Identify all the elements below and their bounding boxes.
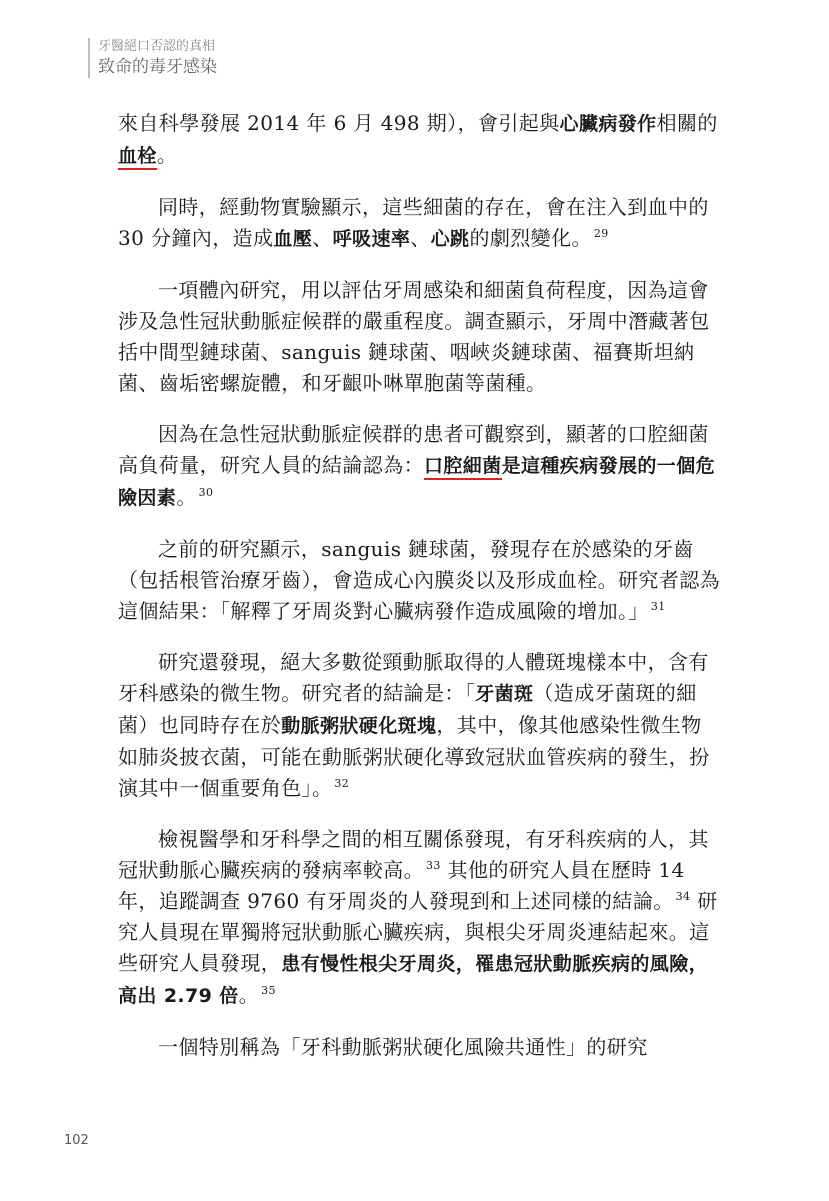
footnote-ref: 32 — [334, 777, 350, 791]
running-header — [88, 38, 217, 78]
paragraph-8: 一個特別稱為「牙科動脈粥狀硬化風險共通性」的研究 — [158, 1035, 648, 1059]
paragraph-1: 來自科學發展 2014 年 6 月 498 期），會引起與心臟病發作相關的血栓。 — [118, 108, 720, 172]
footnote-ref: 29 — [593, 227, 609, 241]
paragraph-2: 同時，經動物實驗顯示，這些細菌的存在，會在注入到血中的 30 分鐘內，造成血壓、呼吸速率、心跳的劇烈變化。 $^{29}$ — [118, 195, 709, 250]
footnote-ref: 31 — [650, 600, 666, 614]
paragraph-6: 研究還發現，絕大多數從頸動脈取得的人體斑塊樣本中，含有牙科感染的微生物。研究者的結論是：「牙菌斑（造成牙菌斑的細菌）也同時存在於動脈粥狀硬化斑塊，其中，像其他感染性微生物如肺炎披衣菌，可能在動脈粥狀硬化導致冠狀血管疾病的發生，扮演其中一個重要角色」。 $^{32}$ — [118, 650, 710, 800]
emphasis: 動脈粥狀硬化斑塊 — [281, 715, 437, 737]
emphasis: 患有慢性根尖牙周炎，罹患冠狀動脈疾病的風險，高出 2.79 倍 — [118, 953, 709, 1007]
emphasis: 心跳 — [430, 228, 470, 250]
underlined-emphasis: 口腔細菌 — [424, 455, 502, 480]
emphasis: 牙菌斑 — [475, 683, 534, 705]
underlined-emphasis: 血栓 — [118, 145, 157, 170]
emphasis: 心臟病發作 — [559, 113, 657, 135]
paragraph-3: 一項體內研究，用以評估牙周感染和細菌負荷程度，因為這會涉及急性冠狀動脈症候群的嚴重程度。調查顯示，牙周中潛藏著包括中間型鏈球菌、sanguis 鏈球菌、咽峽炎鏈球菌、福賽斯坦納菌、齒垢密螺旋體，和牙齦卟啉單胞菌等菌種。 — [118, 278, 710, 395]
book-title: 致命的毒牙感染 — [98, 57, 217, 77]
paragraph-4: 因為在急性冠狀動脈症候群的患者可觀察到，顯著的口腔細菌高負荷量，研究人員的結論認為：口腔細菌是這種疾病發展的一個危險因素。 $^{30}$ — [118, 422, 716, 509]
footnote-ref: 33 — [426, 859, 441, 873]
footnote-ref: 35 — [261, 984, 276, 998]
page-number: 102 — [64, 1133, 89, 1148]
body-text — [118, 108, 720, 1083]
paragraph-5: 之前的研究顯示，sanguis 鏈球菌，發現存在於感染的牙齒（包括根管治療牙齒），會造成心內膜炎以及形成血栓。研究者認為這個結果：「解釋了牙周炎對心臟病發作造成風險的增加。」 $^{31}$ — [118, 537, 720, 623]
emphasis: 呼吸速率 — [332, 228, 411, 250]
series-title: 牙醫絕口否認的真相 — [98, 39, 216, 54]
footnote-ref: 30 — [198, 486, 214, 500]
emphasis: 血壓 — [273, 228, 313, 250]
footnote-ref: 34 — [675, 890, 691, 904]
emphasis: 是這種疾病發展的一個危險因素 — [118, 455, 716, 509]
paragraph-7: 檢視醫學和牙科學之間的相互關係發現，有牙科疾病的人，其冠狀動脈心臟疾病的發病率較高。 $^{33}$ 其他的研究人員在歷時 14 年，追蹤調查 9760 有牙周炎的人發現到和上述同樣的結論。 $^{34}$ 研究人員現在單獨將冠狀動脈心臟疾病，與根尖牙周炎連結起來。這些研究人員發現，患有慢性根尖牙周炎，罹患冠狀動脈疾病的風險，高出 2.79 倍。 $^{35}$ — [118, 827, 718, 1007]
